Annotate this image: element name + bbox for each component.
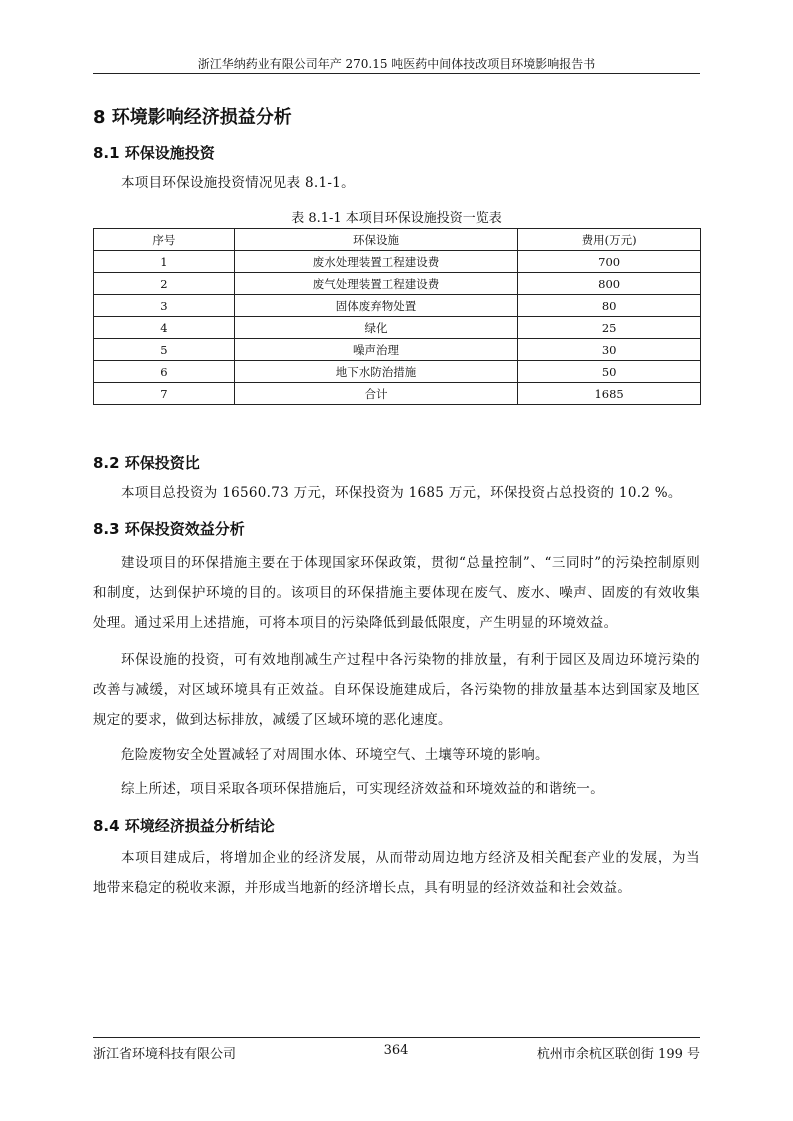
table-row	[94, 361, 701, 383]
section-8-2-text: 本项目总投资为 16560.73 万元，环保投资为 1685 万元，环保投资占总投资的 10.2 %。	[121, 485, 682, 501]
table-header-row	[94, 229, 701, 251]
running-header: 浙江华纳药业有限公司年产 270.15 吨医药中间体技改项目环境影响报告书	[197, 57, 596, 71]
table-header-cell: 序号	[94, 229, 235, 251]
section-heading-8-3: 8.3 环保投资效益分析	[93, 520, 245, 538]
section-8-3-paragraph: 建设项目的环保措施主要在于体现国家环保政策，贯彻“总量控制”、“三同时”的污染控制原则和制度，达到保护环境的目的。该项目的环保措施主要体现在废气、废水、噪声、固废的有效收集处理。通过采用上述措施，可将本项目的污染降低到最低限度，产生明显的环境效益。	[93, 555, 700, 631]
investment-table	[93, 228, 701, 405]
table-cell: 2	[94, 273, 235, 295]
table-cell: 700	[518, 251, 701, 273]
table-cell: 1685	[518, 383, 701, 405]
table-cell: 绿化	[234, 317, 518, 339]
section-heading-8-4: 8.4 环境经济损益分析结论	[93, 817, 275, 835]
chapter-heading: 8 环境影响经济损益分析	[93, 107, 292, 128]
table-cell: 1	[94, 251, 235, 273]
table-cell: 废气处理装置工程建设费	[234, 273, 518, 295]
footer-address: 杭州市余杭区联创街 199 号	[536, 1047, 700, 1062]
table-cell: 25	[518, 317, 701, 339]
table-row	[94, 339, 701, 361]
table-cell: 废水处理装置工程建设费	[234, 251, 518, 273]
table-row	[94, 317, 701, 339]
table-cell: 固体废弃物处置	[234, 295, 518, 317]
table-header-cell: 环保设施	[234, 229, 518, 251]
section-8-4-text: 本项目建成后，将增加企业的经济发展，从而带动周边地方经济及相关配套产业的发展，为当地带来稳定的税收来源，并形成当地新的经济增长点，具有明显的经济效益和社会效益。	[93, 850, 700, 896]
table-cell: 7	[94, 383, 235, 405]
section-8-3-paragraph: 危险废物安全处置减轻了对周围水体、环境空气、土壤等环境的影响。	[121, 747, 549, 763]
footer-company: 浙江省环境科技有限公司	[93, 1047, 237, 1062]
section-8-3-paragraph: 综上所述，项目采取各项环保措施后，可实现经济效益和环境效益的和谐统一。	[121, 781, 604, 797]
table-cell: 5	[94, 339, 235, 361]
section-heading-8-2: 8.2 环保投资比	[93, 454, 200, 472]
table-caption: 表 8.1-1 本项目环保设施投资一览表	[291, 211, 502, 226]
table-cell: 噪声治理	[234, 339, 518, 361]
table-cell: 合计	[234, 383, 518, 405]
table-cell: 6	[94, 361, 235, 383]
table-cell: 3	[94, 295, 235, 317]
table-header-cell: 费用(万元)	[518, 229, 701, 251]
table-cell: 30	[518, 339, 701, 361]
table-cell: 80	[518, 295, 701, 317]
table-cell: 4	[94, 317, 235, 339]
section-heading-8-1: 8.1 环保设施投资	[93, 144, 215, 162]
table-row	[94, 273, 701, 295]
table-total-row	[94, 383, 701, 405]
header-rule	[93, 73, 700, 74]
table-cell: 800	[518, 273, 701, 295]
section-8-1-intro: 本项目环保设施投资情况见表 8.1-1。	[121, 175, 355, 191]
table-cell: 50	[518, 361, 701, 383]
footer-rule	[93, 1037, 700, 1038]
table-cell: 地下水防治措施	[234, 361, 518, 383]
table-row	[94, 251, 701, 273]
section-8-3-paragraph: 环保设施的投资，可有效地削减生产过程中各污染物的排放量，有利于园区及周边环境污染的改善与减缓，对区域环境具有正效益。自环保设施建成后，各污染物的排放量基本达到国家及地区规定的要求，做到达标排放，减缓了区域环境的恶化速度。	[93, 652, 700, 728]
page-number: 364	[383, 1043, 409, 1058]
table-row	[94, 295, 701, 317]
